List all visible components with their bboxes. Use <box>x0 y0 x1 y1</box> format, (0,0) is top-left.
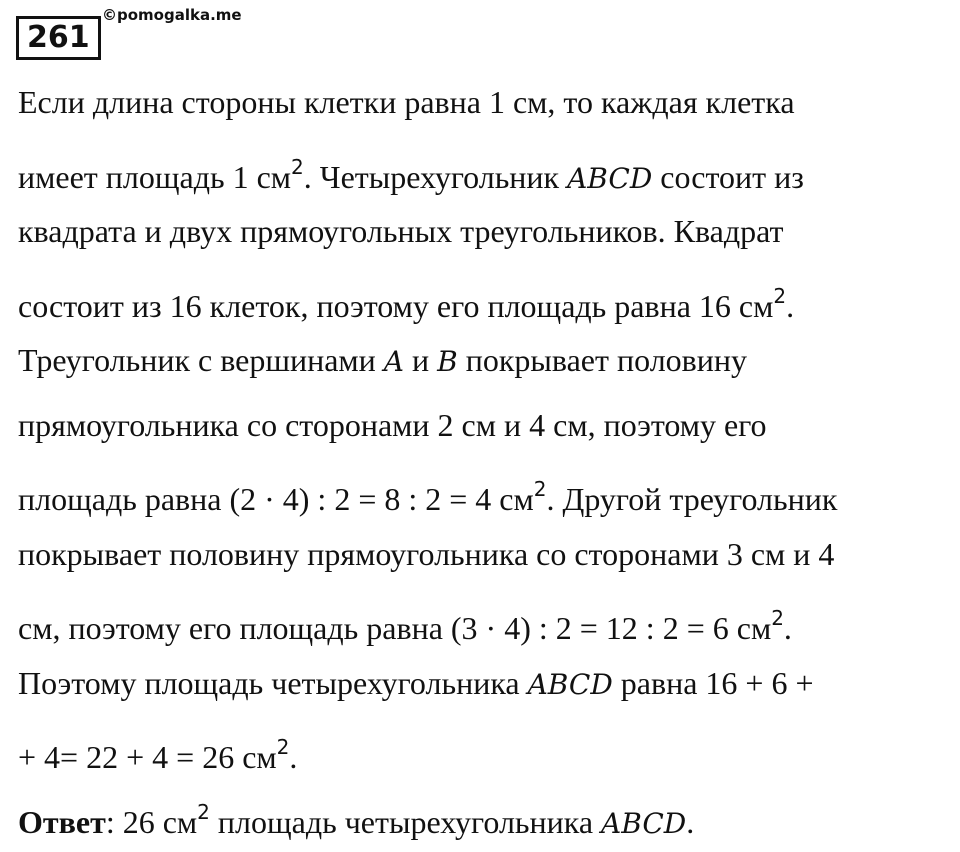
text-fragment: . <box>289 739 298 775</box>
text-line-8 <box>18 526 953 591</box>
text-line-9 <box>18 590 953 655</box>
text-fragment: покрывает половину прямоугольника со сторонами 3 см и 4 <box>18 535 835 572</box>
text-fragment: . <box>686 803 695 840</box>
text-fragment: . Четырехугольник <box>303 158 568 195</box>
superscript: 2 <box>771 606 784 630</box>
text-line-5 <box>18 332 953 397</box>
text-fragment: . Другой треугольник <box>546 481 838 517</box>
superscript: 2 <box>276 735 290 759</box>
math-variable: B <box>437 345 458 378</box>
text-fragment: Поэтому площадь четырехугольника <box>18 664 528 701</box>
superscript: 2 <box>197 799 210 824</box>
math-variable: ABCD <box>567 161 653 195</box>
text-fragment: имеет площадь 1 см <box>18 158 292 195</box>
text-fragment: квадрата и двух прямоугольных треугольников. Квадрат <box>18 213 784 249</box>
text-fragment: состоит из 16 клеток, поэтому его площадь равна 16 см <box>18 287 774 324</box>
text-line-1 <box>18 74 953 139</box>
text-fragment: площадь четырехугольника <box>209 803 602 840</box>
superscript: 2 <box>291 154 304 179</box>
text-fragment: : 26 см <box>105 803 198 840</box>
text-fragment: см, поэтому его площадь равна (3 · 4) : 2 = 12 : 2 = 6 см <box>18 610 772 646</box>
solution-text <box>18 74 953 848</box>
text-fragment: равна 16 + 6 + <box>612 664 814 701</box>
text-line-6 <box>18 397 953 462</box>
math-variable: ABCD <box>601 806 687 840</box>
text-fragment: . <box>783 610 792 646</box>
text-line-2 <box>18 139 953 204</box>
math-variable: A <box>383 345 405 378</box>
answer-label: Ответ <box>18 803 106 840</box>
superscript: 2 <box>533 477 547 501</box>
superscript: 2 <box>773 283 787 308</box>
text-line-4 <box>18 268 953 333</box>
text-fragment: Если длина стороны клетки равна 1 см, то каждая клетка <box>18 84 795 120</box>
text-fragment: + 4= 22 + 4 = 26 см <box>18 739 277 775</box>
text-fragment: состоит из <box>652 158 804 195</box>
text-line-11 <box>18 719 953 784</box>
math-variable: ABCD <box>527 667 613 701</box>
task-number-box: 261 <box>16 16 101 60</box>
text-fragment: и <box>404 342 438 378</box>
text-line-3 <box>18 203 953 268</box>
text-line-10 <box>18 655 953 720</box>
text-fragment: площадь равна (2 · 4) : 2 = 8 : 2 = 4 см <box>18 481 534 517</box>
text-fragment: прямоугольника со сторонами 2 см и 4 см, поэтому его <box>18 406 767 443</box>
text-line-7 <box>18 461 953 526</box>
text-fragment: покрывает половину <box>457 342 748 378</box>
text-fragment: Треугольник с вершинами <box>18 342 384 378</box>
text-fragment: . <box>786 287 795 324</box>
watermark: ©pomogalka.me <box>102 6 242 24</box>
answer-line <box>18 784 953 849</box>
